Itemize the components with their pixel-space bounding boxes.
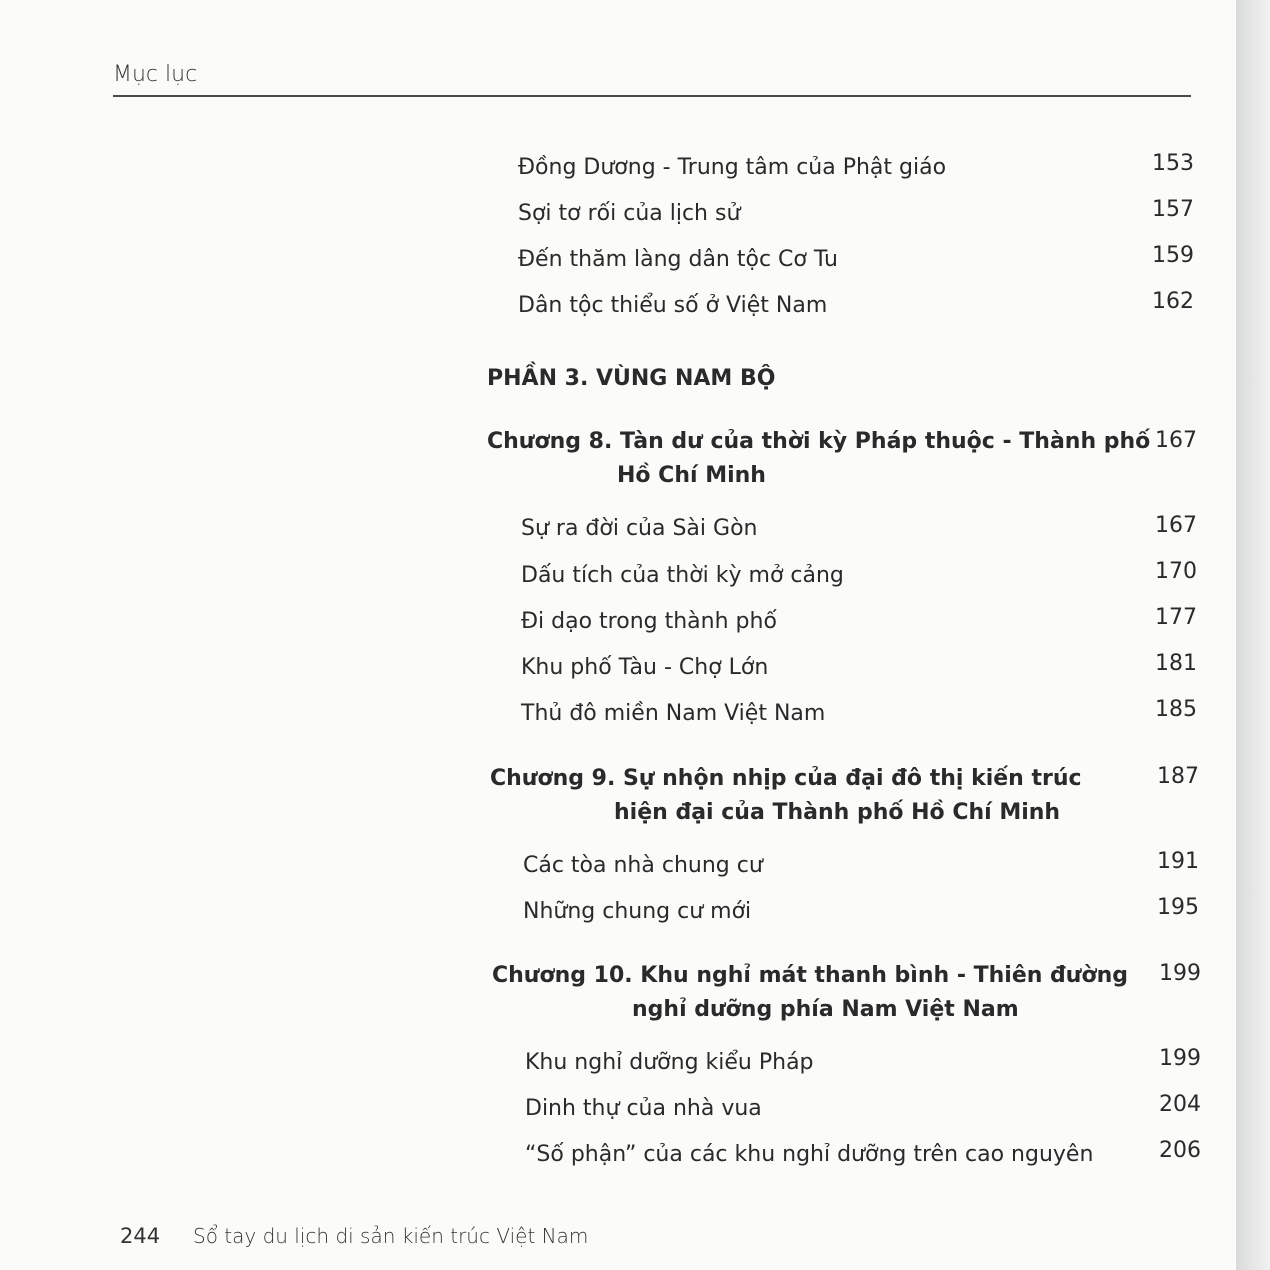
- toc-entry-title: Sự ra đời của Sài Gòn: [521, 516, 758, 541]
- part-heading: PHẦN 3. VÙNG NAM BỘ: [487, 366, 776, 391]
- chapter-title-line1: Chương 10. Khu nghỉ mát thanh bình - Thiên đường: [492, 963, 1128, 988]
- toc-entry-page: 157: [1152, 197, 1194, 222]
- page-edge-shadow: [1236, 0, 1270, 1270]
- toc-entry-page: 191: [1157, 849, 1199, 874]
- toc-entry-title: Dấu tích của thời kỳ mở cảng: [521, 563, 844, 588]
- toc-entry: [518, 289, 827, 323]
- toc-entry-title: Những chung cư mới: [523, 899, 752, 924]
- chapter-title-line1: Chương 8. Tàn dư của thời kỳ Pháp thuộc - Thành phố: [487, 429, 1151, 454]
- chapter-heading: [492, 959, 1128, 1027]
- chapter-page: 187: [1157, 764, 1199, 789]
- toc-entry-page: 153: [1152, 151, 1194, 176]
- header-rule: [113, 95, 1191, 97]
- toc-entry-page: 206: [1159, 1138, 1201, 1163]
- toc-entry-title: Các tòa nhà chung cư: [523, 853, 763, 878]
- toc-entry: [518, 151, 946, 185]
- toc-entry: [518, 243, 838, 277]
- toc-entry-page: 195: [1157, 895, 1199, 920]
- chapter-title-line2: Hồ Chí Minh: [617, 463, 766, 488]
- toc-entry-title: “Số phận” của các khu nghỉ dưỡng trên cao nguyên: [525, 1142, 1094, 1167]
- toc-entry-page: 167: [1155, 513, 1197, 538]
- toc-entry: [518, 197, 740, 231]
- toc-entry-page: 181: [1155, 651, 1197, 676]
- toc-entry-page: 170: [1155, 559, 1197, 584]
- chapter-title-line2: hiện đại của Thành phố Hồ Chí Minh: [614, 800, 1061, 825]
- toc-entry-title: Khu nghỉ dưỡng kiểu Pháp: [525, 1050, 814, 1075]
- chapter-heading: [487, 425, 1150, 493]
- toc-entry-title: Dân tộc thiểu số ở Việt Nam: [518, 293, 828, 318]
- chapter-title-line1: Chương 9. Sự nhộn nhịp của đại đô thị kiến trúc: [490, 766, 1082, 791]
- toc-entry-page: 185: [1155, 697, 1197, 722]
- toc-entry-title: Dinh thự của nhà vua: [525, 1096, 762, 1121]
- toc-entry-title: Khu phố Tàu - Chợ Lớn: [521, 655, 769, 680]
- toc-entry-page: 162: [1152, 289, 1194, 314]
- chapter-heading: [490, 762, 1082, 830]
- footer-book-title: Sổ tay du lịch di sản kiến trúc Việt Nam: [193, 1224, 589, 1248]
- running-header: Mục lục: [113, 62, 198, 87]
- toc-entry-page: 204: [1159, 1092, 1201, 1117]
- toc-entry-title: Đồng Dương - Trung tâm của Phật giáo: [518, 155, 947, 180]
- toc-entry-title: Đi dạo trong thành phố: [521, 609, 777, 634]
- toc-entry-title: Thủ đô miền Nam Việt Nam: [521, 701, 826, 726]
- toc-entry-page: 177: [1155, 605, 1197, 630]
- chapter-title-line2: nghỉ dưỡng phía Nam Việt Nam: [632, 997, 1019, 1022]
- toc-entry-title: Sợi tơ rối của lịch sử: [518, 201, 741, 226]
- footer-page-number: 244: [120, 1224, 161, 1248]
- toc-entry-title: Đến thăm làng dân tộc Cơ Tu: [518, 247, 838, 272]
- chapter-page: 199: [1159, 961, 1201, 986]
- chapter-page: 167: [1155, 428, 1197, 453]
- toc-entry-page: 199: [1159, 1046, 1201, 1071]
- toc-entry-page: 159: [1152, 243, 1194, 268]
